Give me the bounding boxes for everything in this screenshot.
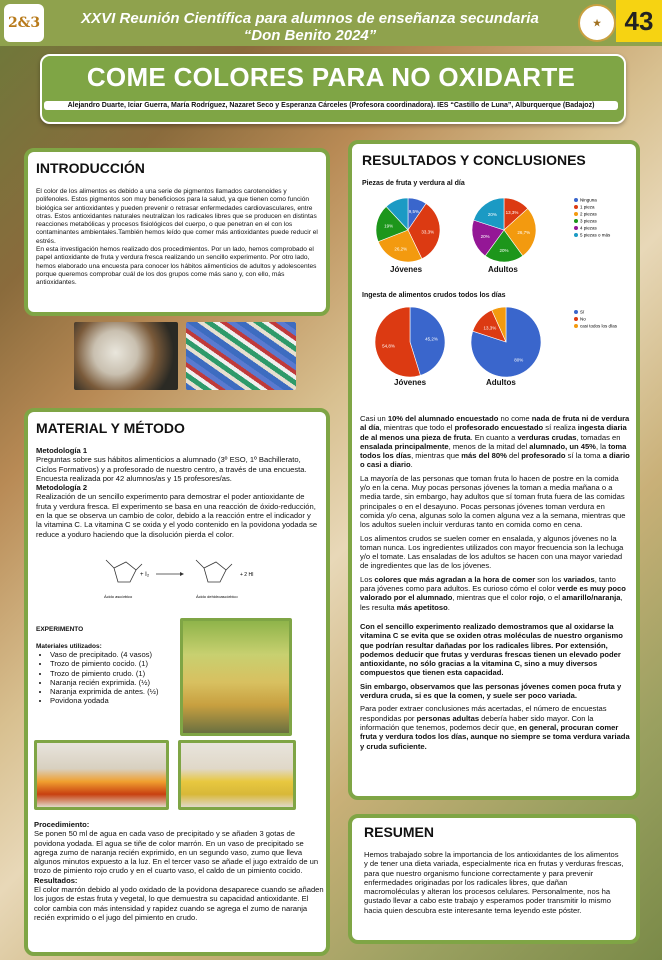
label-jovenes-1: Jóvenes — [390, 265, 423, 274]
legend-dot-0-1 — [574, 205, 578, 209]
legend-label-0-5: 5 piezas o más — [580, 232, 611, 238]
legend-dot-0-0 — [574, 198, 578, 202]
materials-title: Materiales utilizados: — [36, 643, 102, 650]
conference-line-1: XXVI Reunión Científica para alumnos de enseñanza secundaria — [81, 10, 539, 27]
summary-text: Hemos trabajado sobre la importancia de los antioxidantes de los alimentos y de tener una dieta variada, especialmente rica en frutas y verduras frescas, para que nuestro organismo funcione correctamente y para prevenir enfermedades originadas por los radicales libres, que dañan macromoléculas y alteran los procesos celulares. Personalmente, nos ha gustado llevar a cabo este trabajo y esperamos poder transmitir lo mismo hacia quien descubra este interesante tema leyendo este póster. — [364, 850, 624, 915]
materials-list — [36, 650, 184, 706]
legend-label-2-0: Sí — [580, 309, 585, 315]
experiment-title: EXPERIMENTO — [36, 626, 84, 633]
legend-label-2-2: casi todos los días — [580, 323, 618, 329]
legend-dot-0-2 — [574, 212, 578, 216]
pie-label-0-3: 19% — [384, 223, 394, 229]
results-paragraph-6: Sin embargo, observamos que las personas jóvenes comen poca fruta y verdura cruda, si es que la comen, y suele ser poco variada. — [360, 681, 622, 701]
procedure-text: Se ponen 50 ml de agua en cada vaso de precipitado y se añaden 3 gotas de povidona yodada. El agua se tiñe de color marrón. En un vaso de precipitado se agrega zumo de naranja recién exprimido, en un segundo vaso, zumo que lleva algunos minutos expuesto a la luz. En el tercer vaso se añade el jugo extraído de un trozo de pimiento rojo crudo y en el cuarto vaso, el caldo de un pimiento cocido. — [34, 829, 319, 876]
photo-vegetables — [74, 322, 178, 390]
material-item: • Trozo de pimiento crudo. (1) — [50, 669, 184, 678]
pie-label-1-5: 20% — [487, 211, 497, 217]
procedure-block — [34, 820, 324, 922]
legend-dot-2-2 — [574, 324, 578, 328]
label-adultos-1: Adultos — [488, 265, 518, 274]
pie-label-1-2: 26,7% — [517, 230, 531, 236]
results-text-block — [360, 414, 630, 751]
methodology-1-text: Preguntas sobre sus hábitos alimenticios a alumnado (3º ESO, 1º Bachillerato, Ciclos Formativos) y a profesorado de nuestro centro, a través de una encuesta. Encuesta realizada por 42 alumnos/as y 15 profesores/as. — [36, 455, 307, 483]
results-paragraph-5: Con el sencillo experimento realizado demostramos que al oxidarse la vitamina C se evita que se oxiden otras moléculas de nuestro organismo que podrían resultar dañadas por los radicales libres. Por extensión, podemos deducir que frutas y verduras frescas tienen un elevado poder antioxidante, no sólo gracias a la vitamina C, sino a muy diversos compuestos que tienen esta capacidad. — [360, 621, 623, 678]
procedure-title: Procedimiento: — [34, 820, 90, 829]
pie-label-0-1: 33,3% — [421, 229, 435, 235]
legend-label-0-4: 4 piezas — [580, 225, 597, 231]
legend-label-2-1: No — [580, 316, 586, 322]
method-heading: MATERIAL Y MÉTODO — [36, 420, 185, 436]
poster-title: COME COLORES PARA NO OXIDARTE — [86, 62, 576, 92]
pie-label-0-0: 9,5% — [408, 209, 419, 215]
pie-label-0-2: 26,2% — [394, 246, 408, 252]
chart-2-title: Ingesta de alimentos crudos todos los días — [362, 292, 506, 299]
intro-card — [24, 148, 330, 316]
material-item: • Trozo de pimiento cocido. (1) — [50, 659, 184, 668]
results-paragraph-1: Casi un 10% del alumnado encuestado no come nada de fruta ni de verdura al día, mientras que todo el profesorado encuestado sí realiza ingesta diaria de al menos una pieza de fruta. En cuanto a verduras crudas, tomadas en ensalada principalmente, menos de la mitad del alumnado, un 45%, la toma todos los días, mientras que más del 80% del profesorado sí la toma a diario o casi a diario. — [360, 414, 630, 470]
intro-paragraph-1: El color de los alimentos es debido a una serie de pigmentos llamados carotenoides y polifenoles. Estos pigmentos son muy beneficiosos para la salud, ya que tienen como función biológica ser antioxidantes y pueden prevenir o retrasar enfermedades cardiovasculares, entre otras. Estos antioxidantes naturales neutralizan los radicales libres que se producen en distintas reacciones metabólicas y procesos fisiológicos del cuerpo, o que penetran en el con los contaminantes ambientales.También hemos leído que comer más antioxidantes puede reducir el estrés. — [36, 188, 318, 245]
results-text: El color marrón debido al yodo oxidado de la povidona desaparece cuando se añaden los jugos de estas fruta y vegetal, lo que demuestra su capacidad antioxidante. El color cambia con más intensidad y rapidez cuando se agrega el zumo de naranja recién exprimido o el jugo del pimiento en crudo. — [34, 885, 324, 922]
pie-label-1-3: 20% — [499, 247, 509, 253]
pie-label-3-0: 80% — [514, 357, 524, 363]
legend-dot-0-3 — [574, 219, 578, 223]
results-paragraph-7: Para poder extraer conclusiones más acertadas, el número de encuestas respondidas por personas adultas debería haber sido mayor. Con la información que tenemos, podemos decir que, en general, procuran comer fruta y verdura todos los días, aunque no siempre se toma verdura variada y cruda suficiente. — [360, 704, 630, 751]
material-item: • Vaso de precipitado. (4 vasos) — [50, 650, 184, 659]
conference-line-2: “Don Benito 2024” — [243, 27, 377, 44]
reaction-right-label: Ácido dehidroascórbico — [196, 594, 238, 599]
school-logo: 2&3 — [4, 4, 44, 42]
pie-label-2-1: 54,8% — [382, 343, 395, 349]
photo-adding-povidone — [180, 618, 292, 736]
legend-dot-0-5 — [574, 233, 578, 237]
intro-heading: INTRODUCCIÓN — [36, 160, 145, 176]
methodology-2-title: Metodología 2 — [36, 483, 88, 493]
label-adultos-2: Adultos — [486, 378, 516, 387]
conference-title — [50, 10, 570, 44]
reaction-reagent: + I₂ — [140, 572, 150, 578]
legend-label-0-1: 1 pieza — [580, 204, 595, 210]
authors-line: Alejandro Duarte, Iciar Guerra, María Rodríguez, Nazaret Seco y Esperanza Cárceles (Profesora coordinadora). IES “Castillo de Luna”, Alburquerque (Badajoz) — [44, 101, 618, 110]
results-paragraph-4: Los colores que más agradan a la hora de comer son los variados, tanto para jóvenes como para adultos. Es curioso cómo el color verde es muy poco valorado por el alumnado, mientras que el color rojo, o el amarillo/naranja, les resulta más apetitoso. — [360, 574, 626, 612]
legend-label-0-3: 3 piezas — [580, 218, 597, 224]
methodology-2-text: Realización de un sencillo experimento para demostrar el poder antioxidante de fruta y verdura fresca. El experimento se basa en una reacción de óxido-reducción, en la que se observa un cambio de color, debido a la reacción entre el indicador y la vitamina C. La vitamina C se oxida y el yodo contenido en la povidona yodada se reduce a yoduro haciendo que la disolución pierda el color. — [36, 492, 318, 539]
photo-color-mosaic — [186, 322, 296, 390]
legend-label-0-2: 2 piezas — [580, 211, 597, 217]
material-item: • Naranja recién exprimida. (½) — [50, 678, 184, 687]
chart-1-title: Piezas de fruta y verdura al día — [362, 180, 465, 187]
results-paragraph-2: La mayoría de las personas que toman fruta lo hacen de postre en la comida y/o en la cena. Muy pocas personas jóvenes la toman a media mañana o a media tarde, sin embargo, hay adultos que sí toman fruta fuera de las comidas principales o en el desayuno. Pocas personas jóvenes toman verdura en comida y/o cena, algunas solo la comen alguna vez a la semana, mientras que los adultos suelen incluir verduras tanto en comida como en cena. — [360, 473, 626, 530]
results-title: Resultados: — [34, 875, 78, 885]
legend-dot-2-1 — [574, 317, 578, 321]
summary-card — [348, 814, 640, 944]
reaction-product: + 2 HI — [240, 572, 254, 578]
photo-beakers-after — [178, 740, 296, 810]
redox-reaction-diagram — [96, 548, 276, 604]
chart-raw-food — [362, 304, 632, 384]
poster-number: 43 — [616, 0, 662, 42]
summary-heading: RESUMEN — [364, 824, 435, 840]
pie-label-1-1: 13,3% — [505, 209, 519, 215]
pie-label-2-0: 45,2% — [425, 336, 438, 342]
pie-label-3-1: 13,3% — [483, 325, 497, 331]
material-item: • Naranja exprimida de antes. (½) — [50, 687, 184, 696]
results-paragraph-3: Los alimentos crudos se suelen comer en ensalada, y algunos jóvenes no la toman nunca. Los ingredientes utilizados con mayor frecuencia son la lechuga y/o el tomate. Las ensaladas de los adultos se hacen con una mayor variedad de ingredientes que las de los jóvenes. — [360, 533, 624, 571]
material-item: • Povidona yodada — [50, 696, 184, 705]
label-jovenes-2: Jóvenes — [394, 378, 427, 387]
seal-logo: ★ — [578, 4, 616, 42]
legend-dot-0-4 — [574, 226, 578, 230]
pie-label-1-4: 20% — [480, 234, 490, 240]
legend-dot-2-0 — [574, 310, 578, 314]
results-heading: RESULTADOS Y CONCLUSIONES — [362, 152, 586, 168]
intro-paragraph-2: En esta investigación hemos realizado dos procedimientos. Por un lado, hemos comprobado el papel antioxidante de fruta y verdura fresca realizando un sencillo experimento. Por otro lado, hemos elaborado una encuesta para conocer los hábitos alimenticios de adultos y adolescentes porque queremos comprobar cuál de los dos grupos come más sano y, con ello, más antioxidantes. — [36, 246, 317, 287]
photo-beakers-before — [34, 740, 169, 810]
experiment-block — [36, 626, 184, 706]
legend-label-0-0: Ninguna — [580, 197, 597, 203]
reaction-left-label: Ácido ascórbico — [104, 594, 133, 599]
methodology-1-title: Metodología 1 — [36, 446, 88, 455]
